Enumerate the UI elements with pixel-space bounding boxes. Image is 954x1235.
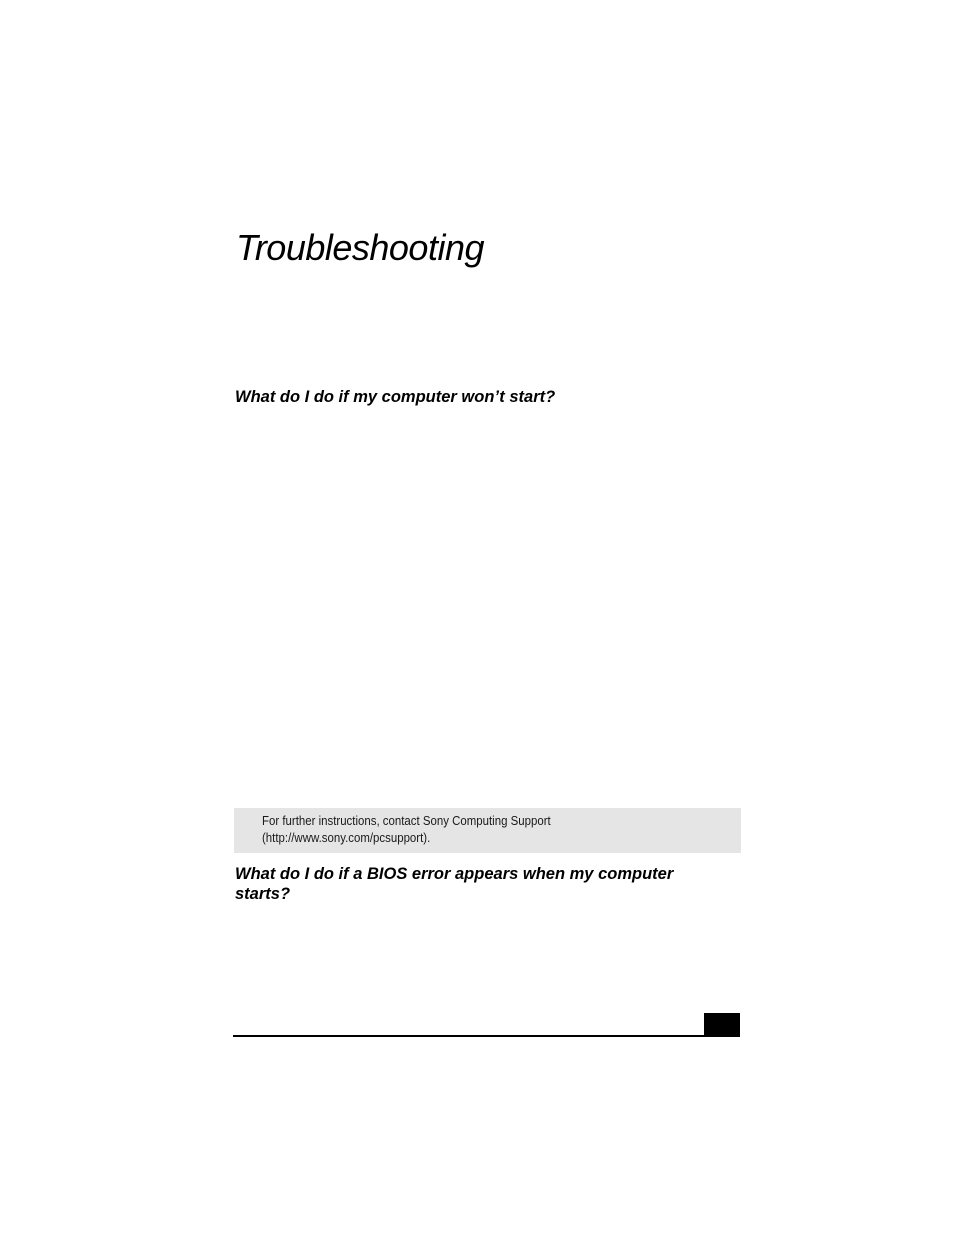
note-link[interactable]: (http://www.sony.com/pcsupport).: [262, 830, 431, 845]
note-box: [234, 808, 741, 853]
page-number-tab: [704, 1013, 740, 1037]
note-text: [262, 812, 667, 846]
section-heading-bios-error: What do I do if a BIOS error appears when my computer starts?: [235, 865, 674, 903]
note-line: For further instructions, contact Sony Computing Support: [262, 813, 551, 828]
section-heading-wont-start: What do I do if my computer won’t start?: [235, 388, 556, 406]
page-title: Troubleshooting: [236, 227, 484, 268]
footer-rule: [233, 1035, 740, 1037]
